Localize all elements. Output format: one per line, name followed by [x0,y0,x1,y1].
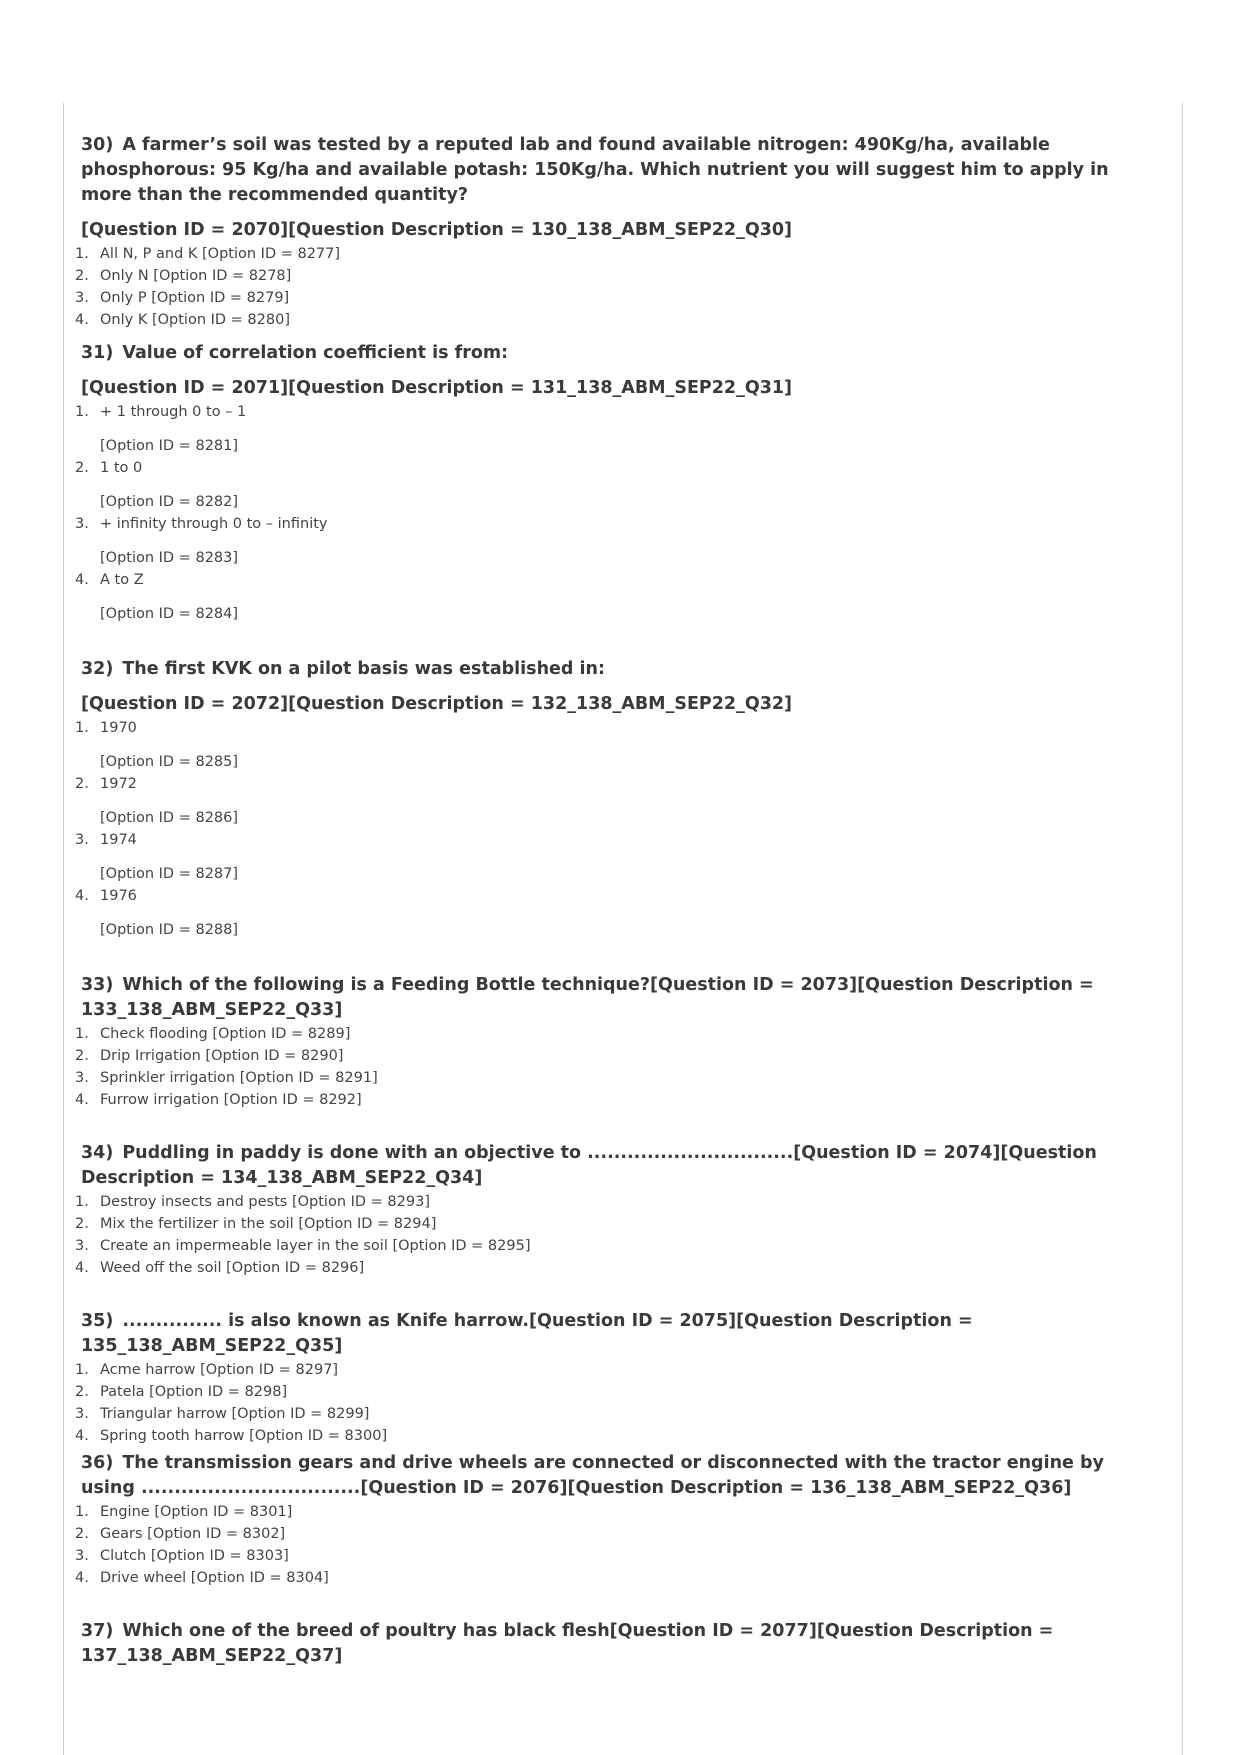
question-36 [75,1451,1141,1589]
option-item[interactable]: 4. Furrow irrigation [Option ID = 8292] [75,1092,362,1108]
option-item[interactable]: 4. Spring tooth harrow [Option ID = 8300] [75,1428,388,1444]
option-item[interactable]: 1. All N, P and K [Option ID = 8277] [75,246,341,262]
option-item[interactable]: 4. Only K [Option ID = 8280] [75,312,290,328]
question-32 [75,657,1141,941]
question-text: 36) The transmission gears and drive wheels are connected or disconnected with the tractor engine by using .................................[Question ID = 2076][Question Description = 136_138_ABM_SEP22_Q36] [81,1453,1104,1498]
option-item[interactable]: 2. Only N [Option ID = 8278] [75,268,292,284]
option-item[interactable]: 1. Engine [Option ID = 8301] [75,1504,293,1520]
option-list [75,1023,1141,1111]
question-text: 34) Puddling in paddy is done with an objective to ...............................[Question ID = 2074][Question Description = 134_138_ABM_SEP22_Q34] [81,1143,1097,1188]
option-item[interactable]: 3. Sprinkler irrigation [Option ID = 8291] [75,1070,378,1086]
option-item[interactable]: 4. Weed off the soil [Option ID = 8296] [75,1260,365,1276]
option-item[interactable]: 2. 1 to 0 [Option ID = 8282] [75,460,239,510]
option-item[interactable]: 1. Check flooding [Option ID = 8289] [75,1026,351,1042]
option-item[interactable]: 3. + infinity through 0 to – infinity [Option ID = 8283] [75,516,328,566]
option-item[interactable]: 3. Create an impermeable layer in the soil [Option ID = 8295] [75,1238,531,1254]
question-text: 35) ............... is also known as Knife harrow.[Question ID = 2075][Question Description = 135_138_ABM_SEP22_Q35] [81,1311,973,1356]
option-item[interactable]: 1. Acme harrow [Option ID = 8297] [75,1362,339,1378]
option-item[interactable]: 3. Triangular harrow [Option ID = 8299] [75,1406,370,1422]
option-item[interactable]: 2. Mix the fertilizer in the soil [Option ID = 8294] [75,1216,437,1232]
option-item[interactable]: 3. Only P [Option ID = 8279] [75,290,290,306]
question-meta: [Question ID = 2072][Question Description = 132_138_ABM_SEP22_Q32] [81,694,793,714]
option-item[interactable]: 1. Destroy insects and pests [Option ID = 8293] [75,1194,430,1210]
option-item[interactable]: 2. Gears [Option ID = 8302] [75,1526,286,1542]
option-item[interactable]: 4. A to Z [Option ID = 8284] [75,572,239,622]
question-35 [75,1309,1141,1447]
option-item[interactable]: 2. Drip Irrigation [Option ID = 8290] [75,1048,344,1064]
question-37 [81,1619,1141,1669]
question-text: 32) The first KVK on a pilot basis was established in: [81,659,605,679]
option-item[interactable]: 4. 1976 [Option ID = 8288] [75,888,239,938]
option-item[interactable]: 1. + 1 through 0 to – 1 [Option ID = 8281] [75,404,247,454]
option-item[interactable]: 3. Clutch [Option ID = 8303] [75,1548,289,1564]
option-item[interactable]: 3. 1974 [Option ID = 8287] [75,832,239,882]
option-list [75,243,1141,331]
option-list [75,1501,1141,1589]
question-text: 31) Value of correlation coefficient is from: [81,343,509,363]
option-list [75,1359,1141,1447]
question-30 [75,133,1141,331]
option-list [75,717,1141,941]
option-item[interactable]: 2. 1972 [Option ID = 8286] [75,776,239,826]
option-item[interactable]: 2. Patela [Option ID = 8298] [75,1384,288,1400]
option-list [75,401,1141,625]
option-list [75,1191,1141,1279]
question-31 [75,341,1141,625]
option-item[interactable]: 1. 1970 [Option ID = 8285] [75,720,239,770]
question-text: 37) Which one of the breed of poultry has black flesh[Question ID = 2077][Question Description = 137_138_ABM_SEP22_Q37] [81,1621,1054,1666]
question-meta: [Question ID = 2070][Question Description = 130_138_ABM_SEP22_Q30] [81,220,793,240]
question-text: 30) A farmer’s soil was tested by a reputed lab and found available nitrogen: 490Kg/ha, available phosphorous: 95 Kg/ha and available potash: 150Kg/ha. Which nutrient you will suggest him to apply in more than the recommended quantity? [81,135,1109,205]
question-text: 33) Which of the following is a Feeding Bottle technique?[Question ID = 2073][Question Description = 133_138_ABM_SEP22_Q33] [81,975,1094,1020]
question-33 [75,973,1141,1111]
question-34 [75,1141,1141,1279]
option-item[interactable]: 4. Drive wheel [Option ID = 8304] [75,1570,329,1586]
question-meta: [Question ID = 2071][Question Description = 131_138_ABM_SEP22_Q31] [81,378,793,398]
